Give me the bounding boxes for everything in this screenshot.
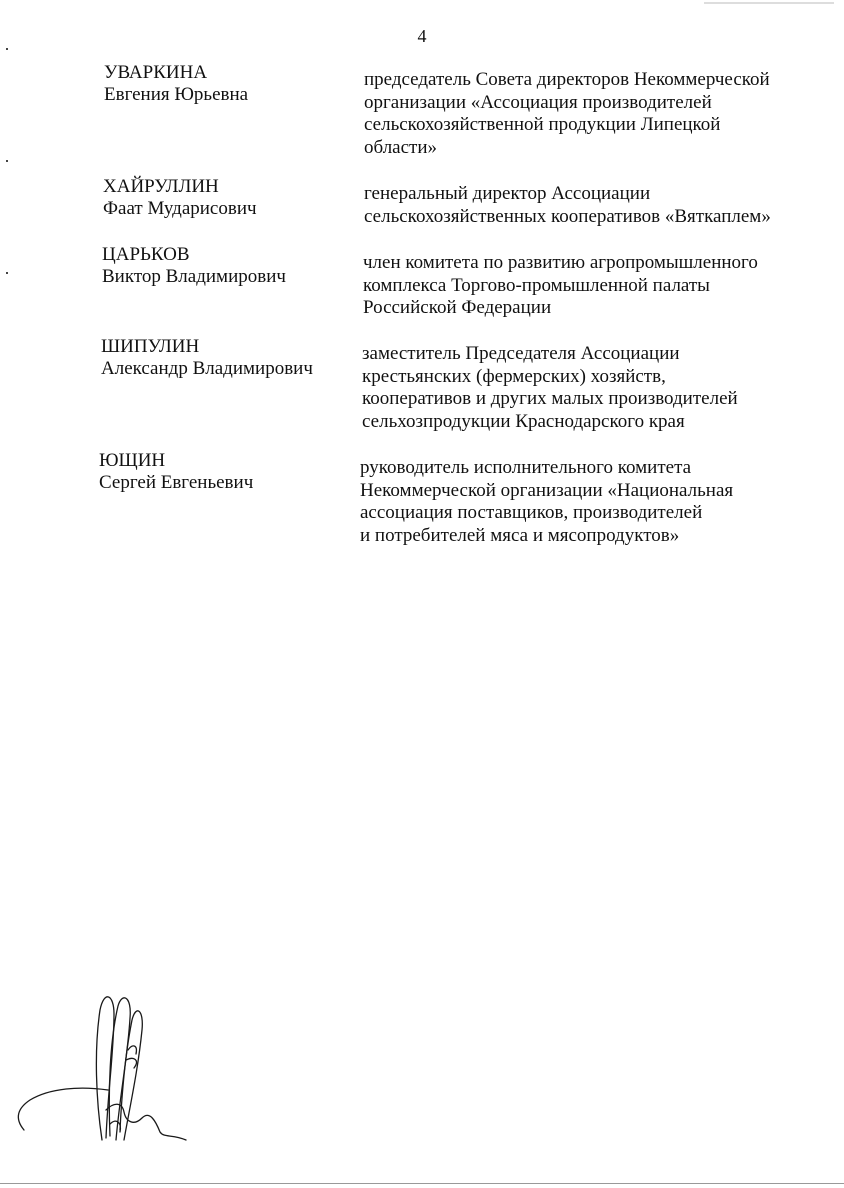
member-position bbox=[364, 183, 771, 228]
position-line: комплекса Торгово-промышленной палаты bbox=[363, 274, 710, 296]
position-line: Некоммерческой организации «Национальная bbox=[360, 479, 734, 501]
member-name bbox=[104, 62, 248, 106]
member-given-name: Сергей Евгеньевич bbox=[99, 472, 254, 493]
member-position bbox=[360, 457, 733, 547]
page-number: 4 bbox=[417, 26, 427, 46]
member-surname: ЮЩИН bbox=[99, 450, 166, 471]
position-line: заместитель Председателя Ассоциации bbox=[362, 343, 680, 364]
position-line: крестьянских (фермерских) хозяйств, bbox=[362, 365, 666, 387]
scan-edge-marks bbox=[684, 0, 844, 8]
member-surname: УВАРКИНА bbox=[104, 62, 208, 83]
member-name bbox=[102, 244, 286, 288]
member-given-name: Александр Владимирович bbox=[101, 358, 313, 379]
position-line: сельскохозяйственных кооперативов «Вяткаплем» bbox=[364, 205, 771, 227]
member-position bbox=[363, 252, 758, 320]
signature-icon bbox=[10, 990, 200, 1150]
position-line: Российской Федерации bbox=[363, 297, 552, 318]
position-line: член комитета по развитию агропромышленного bbox=[363, 252, 758, 273]
scan-speck bbox=[6, 160, 8, 162]
member-given-name: Евгения Юрьевна bbox=[104, 84, 249, 105]
member-surname: ХАЙРУЛЛИН bbox=[103, 176, 219, 197]
member-surname: ШИПУЛИН bbox=[101, 336, 200, 357]
member-given-name: Фаат Мударисович bbox=[103, 198, 257, 219]
scan-speck bbox=[6, 48, 8, 50]
position-line: сельхозпродукции Краснодарского края bbox=[362, 410, 685, 432]
position-line: сельскохозяйственной продукции Липецкой bbox=[364, 114, 721, 135]
position-line: ассоциация поставщиков, производителей bbox=[360, 502, 703, 523]
member-given-name: Виктор Владимирович bbox=[102, 266, 286, 287]
position-line: и потребителей мяса и мясопродуктов» bbox=[360, 524, 680, 546]
member-name bbox=[101, 336, 313, 380]
scan-bottom-edge bbox=[0, 1183, 844, 1184]
position-line: организации «Ассоциация производителей bbox=[364, 91, 712, 113]
position-line: генеральный директор Ассоциации bbox=[364, 183, 651, 204]
member-name bbox=[103, 176, 257, 220]
member-surname: ЦАРЬКОВ bbox=[102, 244, 190, 265]
position-line: руководитель исполнительного комитета bbox=[360, 457, 692, 478]
member-position bbox=[362, 343, 738, 433]
position-line: области» bbox=[364, 136, 438, 158]
position-line: кооперативов и других малых производителей bbox=[362, 388, 738, 409]
member-position bbox=[364, 69, 770, 159]
position-line: председатель Совета директоров Некоммерческой bbox=[364, 69, 770, 90]
scan-speck bbox=[6, 272, 8, 274]
member-name bbox=[99, 450, 253, 494]
